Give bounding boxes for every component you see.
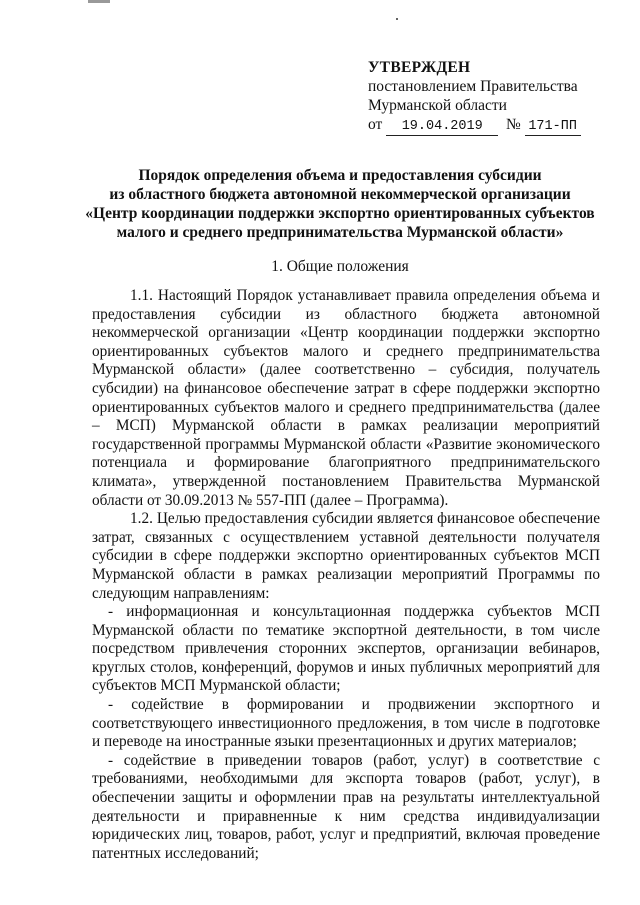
paragraph-1-2: 1.2. Целью предоставления субсидии является финансовое обеспечение затрат, связанных с осуществлением уставной деятельности получателя субсидии в сфере поддержки экспортно ориентированных субъектов МСП Мурманской области в рамках реализации мероприятий Программы по следующим направлениям: — [92, 510, 600, 602]
approval-heading: УТВЕРЖДЕН — [368, 59, 471, 76]
approval-date: 19.04.2019 — [386, 119, 498, 136]
approval-line-2: Мурманской области — [368, 97, 507, 114]
approval-number: 171-ПП — [525, 119, 581, 136]
title-line-4: малого и среднего предпринимательства Мурманской области» — [116, 224, 564, 241]
number-prefix: № — [505, 116, 521, 133]
scan-speck — [396, 18, 398, 20]
approval-date-line — [368, 115, 618, 136]
title-line-1: Порядок определения объема и предоставления субсидии — [138, 167, 542, 184]
document-body — [92, 287, 600, 863]
document-title — [80, 166, 600, 242]
approval-line-1: постановлением Правительства — [368, 78, 578, 95]
title-line-3: «Центр координации поддержки экспортно ориентированных субъектов — [85, 205, 595, 222]
approval-stamp — [368, 58, 618, 136]
title-line-2: из областного бюджета автономной некоммерческой организации — [109, 186, 571, 203]
list-item: - информационная и консультационная поддержка субъектов МСП Мурманской области по тематике экспортной деятельности, в том числе посредством привлечения сторонних экспертов, организации вебинаров, круглых столов, конференций, форумов и иных публичных мероприятий для субъектов МСП Мурманской области; — [92, 603, 600, 695]
list-item: - содействие в формировании и продвижении экспортного и соответствующего инвестиционного предложения, в том числе в подготовке и переводе на иностранные языки презентационных и других материалов; — [92, 696, 600, 751]
section-heading: 1. Общие положения — [271, 258, 409, 275]
scan-artifact — [88, 0, 110, 3]
list-item: - содействие в приведении товаров (работ, услуг) в соответствие с требованиями, необходимыми для экспорта товаров (работ, услуг), в обеспечении защиты и оформлении прав на результаты интеллектуальной деятельности и приравненные к ним средства индивидуализации юридических лиц, товаров, работ, услуг и предприятий, включая проведение патентных исследований; — [92, 751, 600, 862]
date-prefix: от — [368, 116, 383, 133]
paragraph-1-1: 1.1. Настоящий Порядок устанавливает правила определения объема и предоставления субсидии из областного бюджета автономной некоммерческой организации «Центр координации поддержки экспортно ориентированных субъектов малого и среднего предпринимательства Мурманской области» (далее соответственно – субсидия, получатель субсидии) на финансовое обеспечение затрат в сфере поддержки экспортно ориентированных субъектов малого и среднего предпринимательства (далее – МСП) Мурманской области в рамках реализации мероприятий государственной программы Мурманской области «Развитие экономического потенциала и формирование благоприятного предпринимательского климата», утвержденной постановлением Правительства Мурманской области от 30.09.2013 № 557-ПП (далее – Программа). — [92, 287, 600, 509]
